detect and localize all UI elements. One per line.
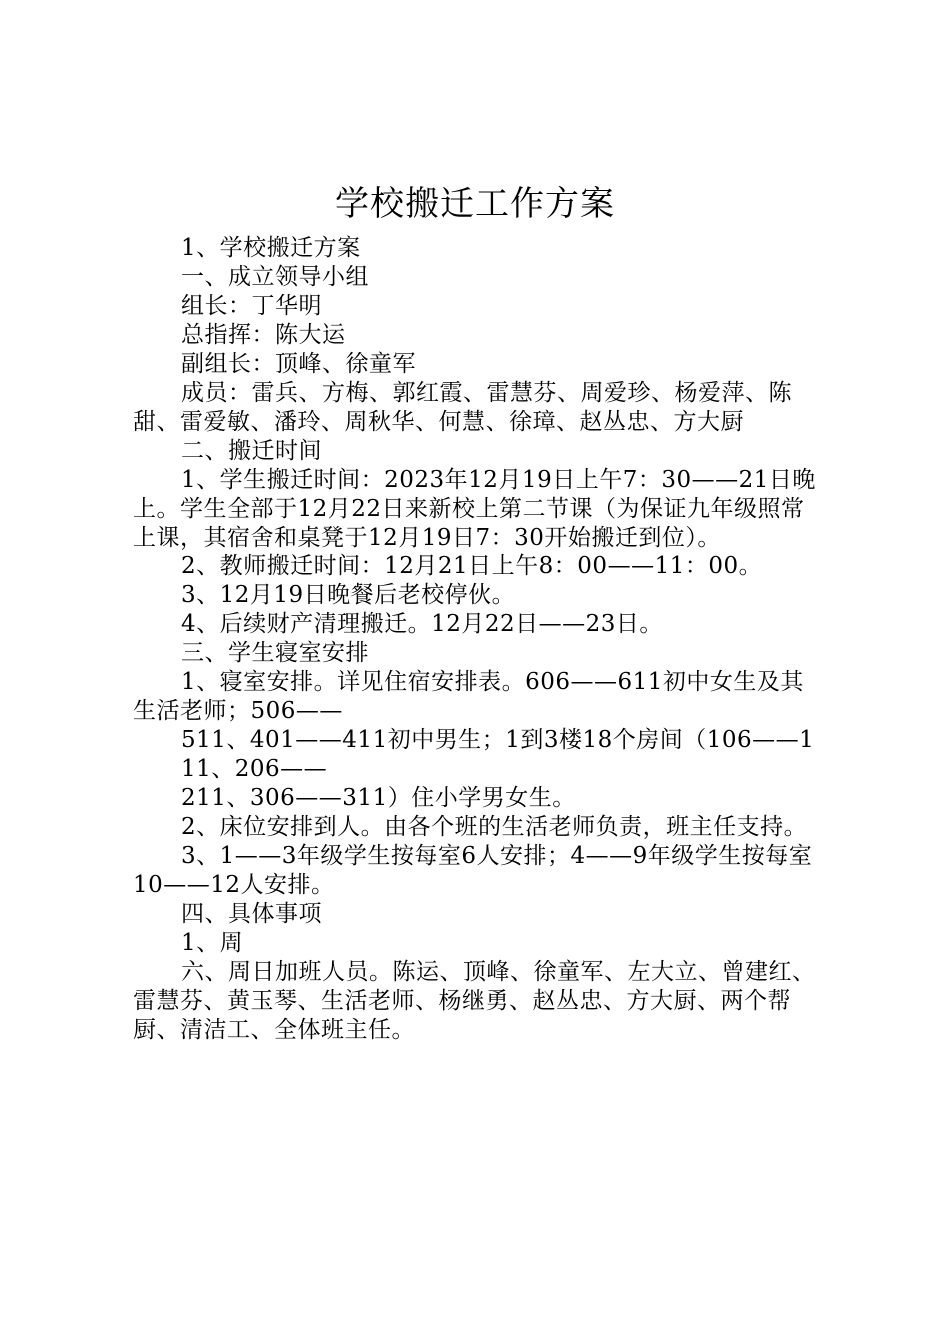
paragraph: 四、具体事项: [181, 900, 322, 927]
paragraph: 三、学生寝室安排: [181, 640, 369, 667]
paragraph: 1、周: [181, 929, 244, 956]
document-title: 学校搬迁工作方案: [335, 184, 615, 224]
paragraph: 211、306——311）住小学男女生。: [181, 785, 576, 812]
document-body: [133, 234, 823, 1045]
paragraph: 成员：雷兵、方梅、郭红霞、雷慧芬、周爱珍、杨爱萍、陈甜、雷爱敏、潘玲、周秋华、何慧、徐璋、赵丛忠、方大厨: [133, 379, 792, 435]
paragraph: 总指挥：陈大运: [181, 321, 346, 348]
paragraph: 二、搬迁时间: [181, 437, 322, 464]
paragraph: 1、学生搬迁时间：2023年12月19日上午7：30——21日晚上。学生全部于12月22日来新校上第二节课（为保证九年级照常上课，其宿舍和桌凳于12月19日7：30开始搬迁到位）。: [133, 466, 816, 551]
paragraph: 4、后续财产清理搬迁。12月22日——23日。: [181, 611, 663, 638]
paragraph: 组长：丁华明: [181, 292, 322, 319]
paragraph: 511、401——411初中男生；1到3楼18个房间（106——1: [181, 727, 815, 754]
paragraph: 一、成立领导小组: [181, 263, 369, 290]
paragraph: 1、寝室安排。详见住宿安排表。606——611初中女生及其生活老师；506——: [133, 669, 804, 725]
paragraph: 六、周日加班人员。陈运、顶峰、徐童军、左大立、曾建红、雷慧芬、黄玉琴、生活老师、杨继勇、赵丛忠、方大厨、两个帮厨、清洁工、全体班主任。: [133, 958, 816, 1043]
paragraph: 1、学校搬迁方案: [181, 235, 361, 261]
paragraph: 副组长：顶峰、徐童军: [181, 350, 416, 377]
paragraph: 2、教师搬迁时间：12月21日上午8：00——11：00。: [181, 553, 763, 580]
paragraph: 3、1——3年级学生按每室6人安排；4——9年级学生按每室10——12人安排。: [133, 843, 813, 898]
paragraph: 11、206——: [181, 756, 328, 783]
paragraph: 3、12月19日晚餐后老校停伙。: [181, 582, 516, 609]
paragraph: 2、床位安排到人。由各个班的生活老师负责，班主任支持。: [181, 814, 808, 841]
